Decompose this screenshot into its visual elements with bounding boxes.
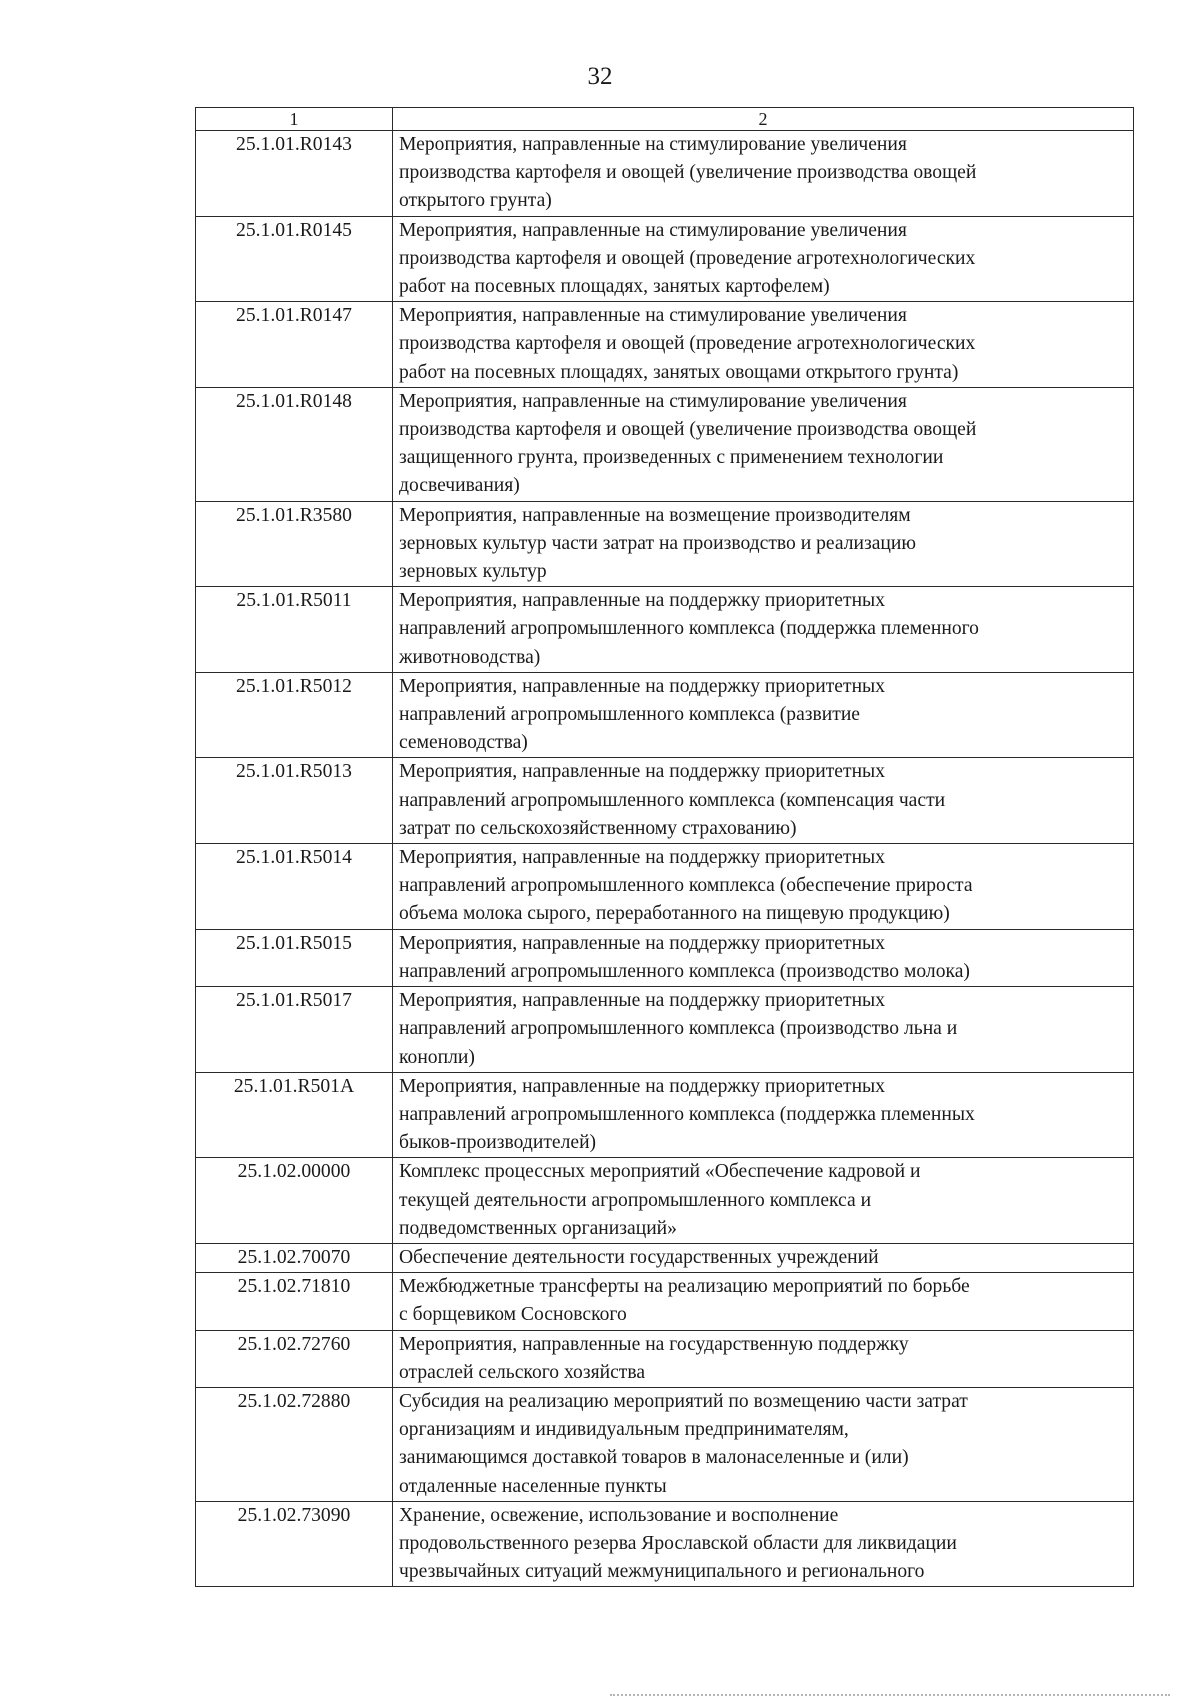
- description-line: направлений агропромышленного комплекса (поддержка племенных: [399, 1103, 975, 1125]
- description-line: продовольственного резерва Ярославской области для ликвидации: [399, 1532, 957, 1554]
- table-row: [196, 1072, 1134, 1158]
- code-cell: 25.1.01.R3580: [196, 501, 393, 587]
- scan-artifact-line: [610, 1694, 1170, 1699]
- description-line: зерновых культур части затрат на производство и реализацию: [399, 532, 917, 554]
- description-line: направлений агропромышленного комплекса (производство молока): [399, 960, 970, 982]
- code-cell: 25.1.01.R0145: [196, 216, 393, 302]
- description-line: направлений агропромышленного комплекса (компенсация части: [399, 789, 946, 811]
- description-line: Мероприятия, направленные на стимулирование увеличения: [399, 219, 907, 241]
- code-cell: 25.1.01.R5013: [196, 758, 393, 844]
- description-cell: [393, 1330, 1134, 1387]
- description-line: направлений агропромышленного комплекса (поддержка племенного: [399, 618, 979, 640]
- column-header-description: 2: [393, 108, 1134, 131]
- description-cell: [393, 1387, 1134, 1501]
- table-row: [196, 672, 1134, 758]
- description-line: Мероприятия, направленные на поддержку приоритетных: [399, 761, 886, 783]
- code-cell: 25.1.02.70070: [196, 1243, 393, 1272]
- description-cell: [393, 1243, 1134, 1272]
- description-line: Мероприятия, направленные на поддержку приоритетных: [399, 932, 886, 954]
- page-number: 32: [587, 63, 613, 90]
- description-line: занимающимся доставкой товаров в малонаселенные и (или): [399, 1447, 909, 1469]
- description-line: Субсидия на реализацию мероприятий по возмещению части затрат: [399, 1390, 968, 1412]
- description-cell: [393, 131, 1134, 217]
- table-row: [196, 987, 1134, 1073]
- description-line: производства картофеля и овощей (проведение агротехнологических: [399, 247, 976, 269]
- classification-table: [195, 107, 1134, 1587]
- column-header-code: 1: [196, 108, 393, 131]
- description-line: семеноводства): [399, 732, 528, 754]
- code-cell: 25.1.02.00000: [196, 1158, 393, 1244]
- description-cell: [393, 1273, 1134, 1330]
- description-line: конопли): [399, 1046, 475, 1068]
- code-cell: 25.1.01.R0147: [196, 302, 393, 388]
- description-line: досвечивания): [399, 475, 520, 497]
- code-cell: 25.1.01.R5012: [196, 672, 393, 758]
- description-cell: [393, 1072, 1134, 1158]
- description-line: отраслей сельского хозяйства: [399, 1361, 646, 1383]
- table-row: [196, 844, 1134, 930]
- table-row: [196, 501, 1134, 587]
- table-row: [196, 1501, 1134, 1587]
- table-row: [196, 1273, 1134, 1330]
- description-line: производства картофеля и овощей (увеличение производства овощей: [399, 162, 977, 184]
- description-line: открытого грунта): [399, 190, 552, 212]
- table-row: [196, 1387, 1134, 1501]
- description-cell: [393, 929, 1134, 986]
- description-line: Мероприятия, направленные на стимулирование увеличения: [399, 390, 907, 412]
- description-line: Мероприятия, направленные на поддержку приоритетных: [399, 675, 886, 697]
- description-line: быков-производителей): [399, 1132, 597, 1154]
- description-line: производства картофеля и овощей (увеличение производства овощей: [399, 419, 977, 441]
- table-row: [196, 1158, 1134, 1244]
- description-line: направлений агропромышленного комплекса (производство льна и: [399, 1018, 958, 1040]
- table-header-row: [196, 108, 1134, 131]
- table-row: [196, 1243, 1134, 1272]
- description-line: Мероприятия, направленные на поддержку приоритетных: [399, 990, 886, 1012]
- description-line: Мероприятия, направленные на стимулирование увеличения: [399, 134, 907, 155]
- description-line: затрат по сельскохозяйственному страхованию): [399, 817, 797, 839]
- description-cell: [393, 672, 1134, 758]
- description-line: Хранение, освежение, использование и восполнение: [399, 1504, 839, 1526]
- description-cell: [393, 987, 1134, 1073]
- description-line: Обеспечение деятельности государственных учреждений: [399, 1246, 879, 1268]
- description-line: направлений агропромышленного комплекса (развитие: [399, 704, 861, 726]
- description-line: Межбюджетные трансферты на реализацию мероприятий по борьбе: [399, 1276, 970, 1298]
- table-row: [196, 929, 1134, 986]
- description-cell: [393, 844, 1134, 930]
- description-line: объема молока сырого, переработанного на пищевую продукцию): [399, 903, 950, 925]
- description-line: текущей деятельности агропромышленного комплекса и: [399, 1189, 872, 1211]
- code-cell: 25.1.01.R5011: [196, 587, 393, 673]
- description-line: Мероприятия, направленные на поддержку приоритетных: [399, 847, 886, 869]
- description-line: организациям и индивидуальным предпринимателям,: [399, 1419, 849, 1441]
- table-body: [196, 131, 1134, 1587]
- description-line: животноводства): [399, 646, 541, 668]
- table-row: [196, 387, 1134, 501]
- code-cell: 25.1.02.73090: [196, 1501, 393, 1587]
- table-row: [196, 216, 1134, 302]
- code-cell: 25.1.01.R0148: [196, 387, 393, 501]
- description-line: работ на посевных площадях, занятых картофелем): [399, 276, 830, 298]
- description-line: чрезвычайных ситуаций межмуниципального и регионального: [399, 1561, 925, 1583]
- description-line: защищенного грунта, произведенных с применением технологии: [399, 447, 944, 469]
- description-line: Комплекс процессных мероприятий «Обеспечение кадровой и: [399, 1161, 921, 1183]
- table-row: [196, 587, 1134, 673]
- table-row: [196, 758, 1134, 844]
- code-cell: 25.1.02.72760: [196, 1330, 393, 1387]
- description-cell: [393, 587, 1134, 673]
- description-line: зерновых культур: [399, 561, 547, 583]
- code-cell: 25.1.01.R5014: [196, 844, 393, 930]
- description-line: отдаленные населенные пункты: [399, 1475, 667, 1497]
- description-cell: [393, 1158, 1134, 1244]
- table-row: [196, 131, 1134, 217]
- description-line: подведомственных организаций»: [399, 1217, 677, 1239]
- description-line: Мероприятия, направленные на поддержку приоритетных: [399, 590, 886, 612]
- description-line: направлений агропромышленного комплекса (обеспечение прироста: [399, 875, 973, 897]
- description-line: Мероприятия, направленные на возмещение производителям: [399, 504, 911, 526]
- table-row: [196, 302, 1134, 388]
- description-cell: [393, 758, 1134, 844]
- code-cell: 25.1.02.71810: [196, 1273, 393, 1330]
- code-cell: 25.1.02.72880: [196, 1387, 393, 1501]
- description-cell: [393, 1501, 1134, 1587]
- description-cell: [393, 302, 1134, 388]
- description-cell: [393, 216, 1134, 302]
- description-line: производства картофеля и овощей (проведение агротехнологических: [399, 333, 976, 355]
- description-line: Мероприятия, направленные на государственную поддержку: [399, 1333, 909, 1355]
- code-cell: 25.1.01.R5015: [196, 929, 393, 986]
- description-cell: [393, 501, 1134, 587]
- description-line: Мероприятия, направленные на стимулирование увеличения: [399, 305, 907, 327]
- code-cell: 25.1.01.R5017: [196, 987, 393, 1073]
- description-line: с борщевиком Сосновского: [399, 1304, 627, 1326]
- description-line: Мероприятия, направленные на поддержку приоритетных: [399, 1075, 886, 1097]
- table-row: [196, 1330, 1134, 1387]
- code-cell: 25.1.01.R501A: [196, 1072, 393, 1158]
- description-cell: [393, 387, 1134, 501]
- description-line: работ на посевных площадях, занятых овощами открытого грунта): [399, 361, 959, 383]
- code-cell: 25.1.01.R0143: [196, 131, 393, 217]
